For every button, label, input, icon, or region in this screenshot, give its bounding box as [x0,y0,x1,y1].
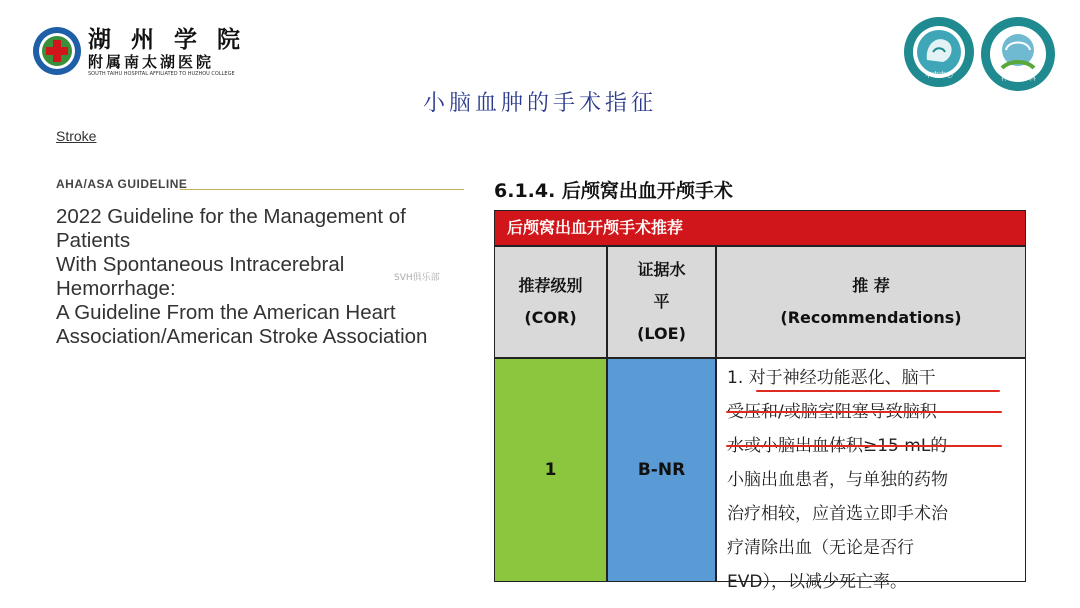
cor-cell: 1 [494,358,607,582]
guideline-title: 2022 Guideline for the Management of Patients With Spontaneous Intracerebral Hemorrhage: A Guideline From the American Heart Association/American Stroke Association [56,205,428,348]
recommendation-line: 小脑出血患者，与单独的药物 [727,470,948,490]
guideline-label: AHA/ASA GUIDELINE [56,177,188,191]
recommendation-text [717,359,958,599]
highlight-underline [756,390,1000,392]
table-banner: 后颅窝出血开颅手术推荐 [494,210,1026,246]
header-loe-line: 平 [653,292,670,311]
header-rec-line: 推 荐 [852,276,890,295]
stroke-journal-link[interactable]: Stroke [56,128,97,144]
header-loe-line: (LOE) [637,324,686,343]
highlight-underline [726,445,1002,447]
school-name: 湖 州 学 院 [88,26,247,53]
school-english-name: SOUTH TAIHU HOSPITAL AFFILIATED TO HUZHOU COLLEGE [88,71,235,77]
watermark-text: SVH俱乐部 [394,273,440,283]
header-cor-line: 推荐级别 [518,276,583,295]
header-cor [494,246,607,358]
recommendation-line: 治疗相较，应首选立即手术治 [727,504,948,524]
label-divider [180,189,464,190]
recommendation-line: 受压和/或脑室阻塞导致脑积 [727,402,937,422]
recommendation-line: 1. 对于神经功能恶化、脑干 [727,368,936,388]
recommendation-line: 疗清除出血（无论是否行 [727,538,914,558]
header-loe [607,246,716,358]
neurology-text: 神经医学科 [1001,74,1036,82]
page-title: 小脑血肿的手术指征 [422,91,657,116]
header-loe-line: 证据水 [637,260,686,279]
hospital-logo-icon [32,26,82,76]
header-cor-line: (COR) [524,308,577,327]
header-rec-line: (Recommendations) [780,308,962,327]
recommendation-line: EVD），以减少死亡率。 [727,572,907,592]
loe-cell: B-NR [607,358,716,582]
stroke-center-text: 卒中中心 [925,71,953,79]
recommendation-table [494,210,1026,592]
school-subtitle: 附属南太湖医院 [88,53,215,71]
recommendation-line: 水或小脑出血体积≥15 mL的 [727,436,948,456]
highlight-underline [726,411,1002,413]
header-recommendations [716,246,1026,358]
section-heading: 6.1.4. 后颅窝出血开颅手术 [494,180,733,202]
